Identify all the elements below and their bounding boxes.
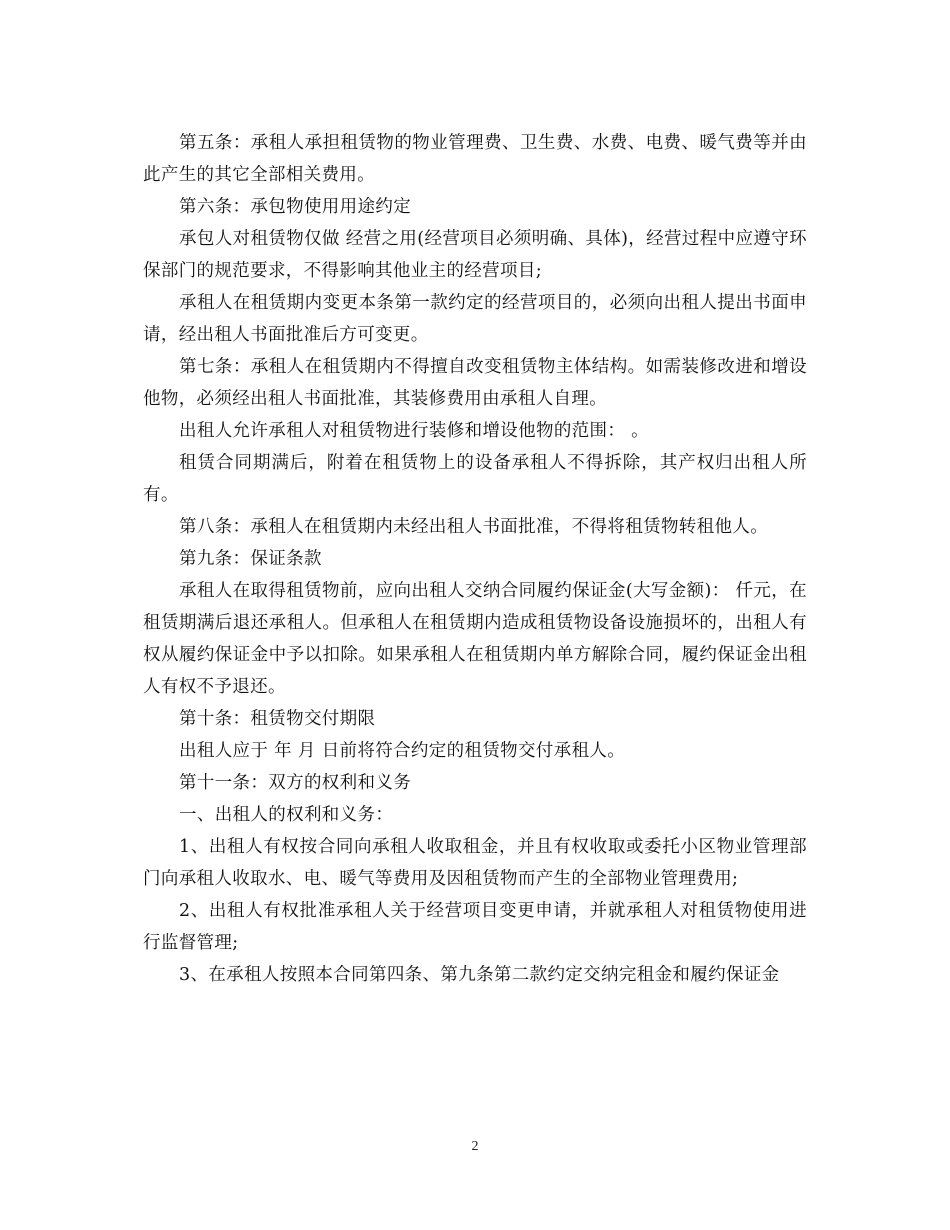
document-body bbox=[143, 127, 807, 991]
paragraph-article-9-heading: 第九条：保证条款 bbox=[179, 549, 322, 569]
paragraph-lessor-right-2: 2、出租人有权批准承租人关于经营项目变更申请，并就承租人对租赁物使用进行监督管理; bbox=[143, 901, 807, 953]
paragraph-lessor-right-1: 1、出租人有权按合同向承租人收取租金，并且有权收取或委托小区物业管理部门向承租人收取水、电、暖气等费用及因租赁物而产生的全部物业管理费用; bbox=[143, 837, 807, 889]
paragraph-article-7: 第七条：承租人在租赁期内不得擅自改变租赁物主体结构。如需装修改进和增设他物，必须经出租人书面批准，其装修费用由承租人自理。 bbox=[143, 357, 807, 409]
paragraph-article-8: 第八条：承租人在租赁期内未经出租人书面批准，不得将租赁物转租他人。 bbox=[179, 517, 769, 537]
paragraph-article-6-heading: 第六条：承包物使用用途约定 bbox=[179, 197, 412, 217]
paragraph-article-10-delivery: 出租人应于 年 月 日前将符合约定的租赁物交付承租人。 bbox=[179, 741, 626, 761]
paragraph-article-9-deposit: 承租人在取得租赁物前，应向出租人交纳合同履约保证金(大写金额)： 仟元，在租赁期满后退还承租人。但承租人在租赁期内造成租赁物设备设施损坏的，出租人有权从履约保证金中予以扣除。如果承租人在租赁期内单方解除合同，履约保证金出租人有权不予退还。 bbox=[143, 581, 807, 697]
paragraph-lessor-right-3: 3、在承租人按照本合同第四条、第九条第二款约定交纳完租金和履约保证金 bbox=[179, 965, 780, 985]
page-number: 2 bbox=[471, 1139, 479, 1154]
paragraph-article-10-heading: 第十条：租赁物交付期限 bbox=[179, 709, 376, 729]
paragraph-article-6-clause-2: 承租人在租赁期内变更本条第一款约定的经营项目的，必须向出租人提出书面申请，经出租人书面批准后方可变更。 bbox=[143, 293, 807, 345]
paragraph-article-5: 第五条：承租人承担租赁物的物业管理费、卫生费、水费、电费、暖气费等并由此产生的其它全部相关费用。 bbox=[143, 133, 807, 185]
paragraph-article-7-scope: 出租人允许承租人对租赁物进行装修和增设他物的范围： 。 bbox=[179, 421, 650, 441]
paragraph-article-6-clause-1: 承包人对租赁物仅做 经营之用(经营项目必须明确、具体)，经营过程中应遵守环保部门的规范要求，不得影响其他业主的经营项目; bbox=[143, 229, 807, 281]
paragraph-article-7-ownership: 租赁合同期满后，附着在租赁物上的设备承租人不得拆除，其产权归出租人所有。 bbox=[143, 453, 807, 505]
paragraph-lessor-rights-heading: 一、出租人的权利和义务： bbox=[179, 805, 394, 825]
paragraph-article-11-heading: 第十一条：双方的权利和义务 bbox=[179, 773, 412, 793]
